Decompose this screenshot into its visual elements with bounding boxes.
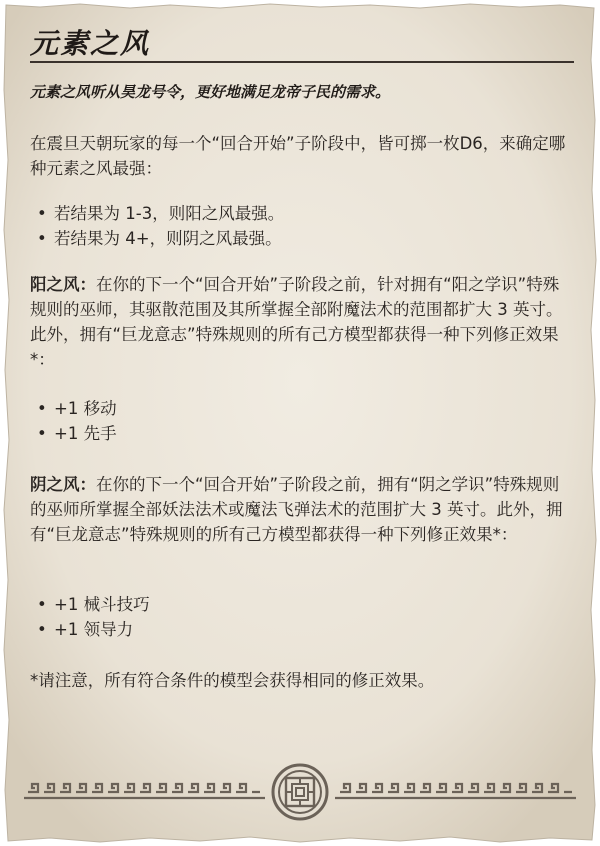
intro-paragraph: 在震旦天朝玩家的每一个“回合开始”子阶段中，皆可掷一枚D6，来确定哪种元素之风最强： (30, 134, 566, 178)
intro-list (30, 201, 284, 251)
card-title: 元素之风 (30, 27, 151, 60)
yin-list (30, 592, 150, 642)
title-divider (30, 61, 574, 63)
yang-heading: 阳之风： (30, 275, 96, 294)
yin-paragraph (30, 472, 570, 547)
flavor-text: 元素之风听从昊龙号令，更好地满足龙帝子民的需求。 (30, 83, 391, 101)
bullet-icon: • (37, 595, 47, 614)
bullet-icon: • (37, 424, 47, 443)
list-item: • +1 械斗技巧 (30, 592, 150, 617)
list-item: • 若结果为 1-3，则阳之风最强。 (30, 201, 284, 226)
list-item: • +1 移动 (30, 396, 117, 421)
bullet-icon: • (37, 229, 47, 248)
list-item: • 若结果为 4+，则阴之风最强。 (30, 226, 284, 251)
footnote: *请注意，所有符合条件的模型会获得相同的修正效果。 (30, 671, 435, 690)
yin-heading: 阴之风： (30, 475, 96, 494)
bullet-icon: • (37, 620, 47, 639)
list-item: • +1 领导力 (30, 617, 150, 642)
bullet-icon: • (37, 399, 47, 418)
footer-ornament (20, 762, 580, 822)
yin-text: 在你的下一个“回合开始”子阶段之前，拥有“阴之学识”特殊规则的巫师所掌握全部妖法法术或魔法飞弹法术的范围扩大 3 英寸。此外，拥有“巨龙意志”特殊规则的所有己方模型都获得一种下列修正效果*： (30, 475, 563, 544)
yang-paragraph (30, 272, 570, 372)
yang-text: 在你的下一个“回合开始”子阶段之前，针对拥有“阳之学识”特殊规则的巫师，其驱散范围及其所掌握全部附魔法术的范围都扩大 3 英寸。此外，拥有“巨龙意志”特殊规则的所有己方模型都获得一种下列修正效果*： (30, 275, 563, 369)
yang-list (30, 396, 117, 446)
list-item: • +1 先手 (30, 421, 117, 446)
bullet-icon: • (37, 204, 47, 223)
medallion-icon (273, 765, 327, 819)
